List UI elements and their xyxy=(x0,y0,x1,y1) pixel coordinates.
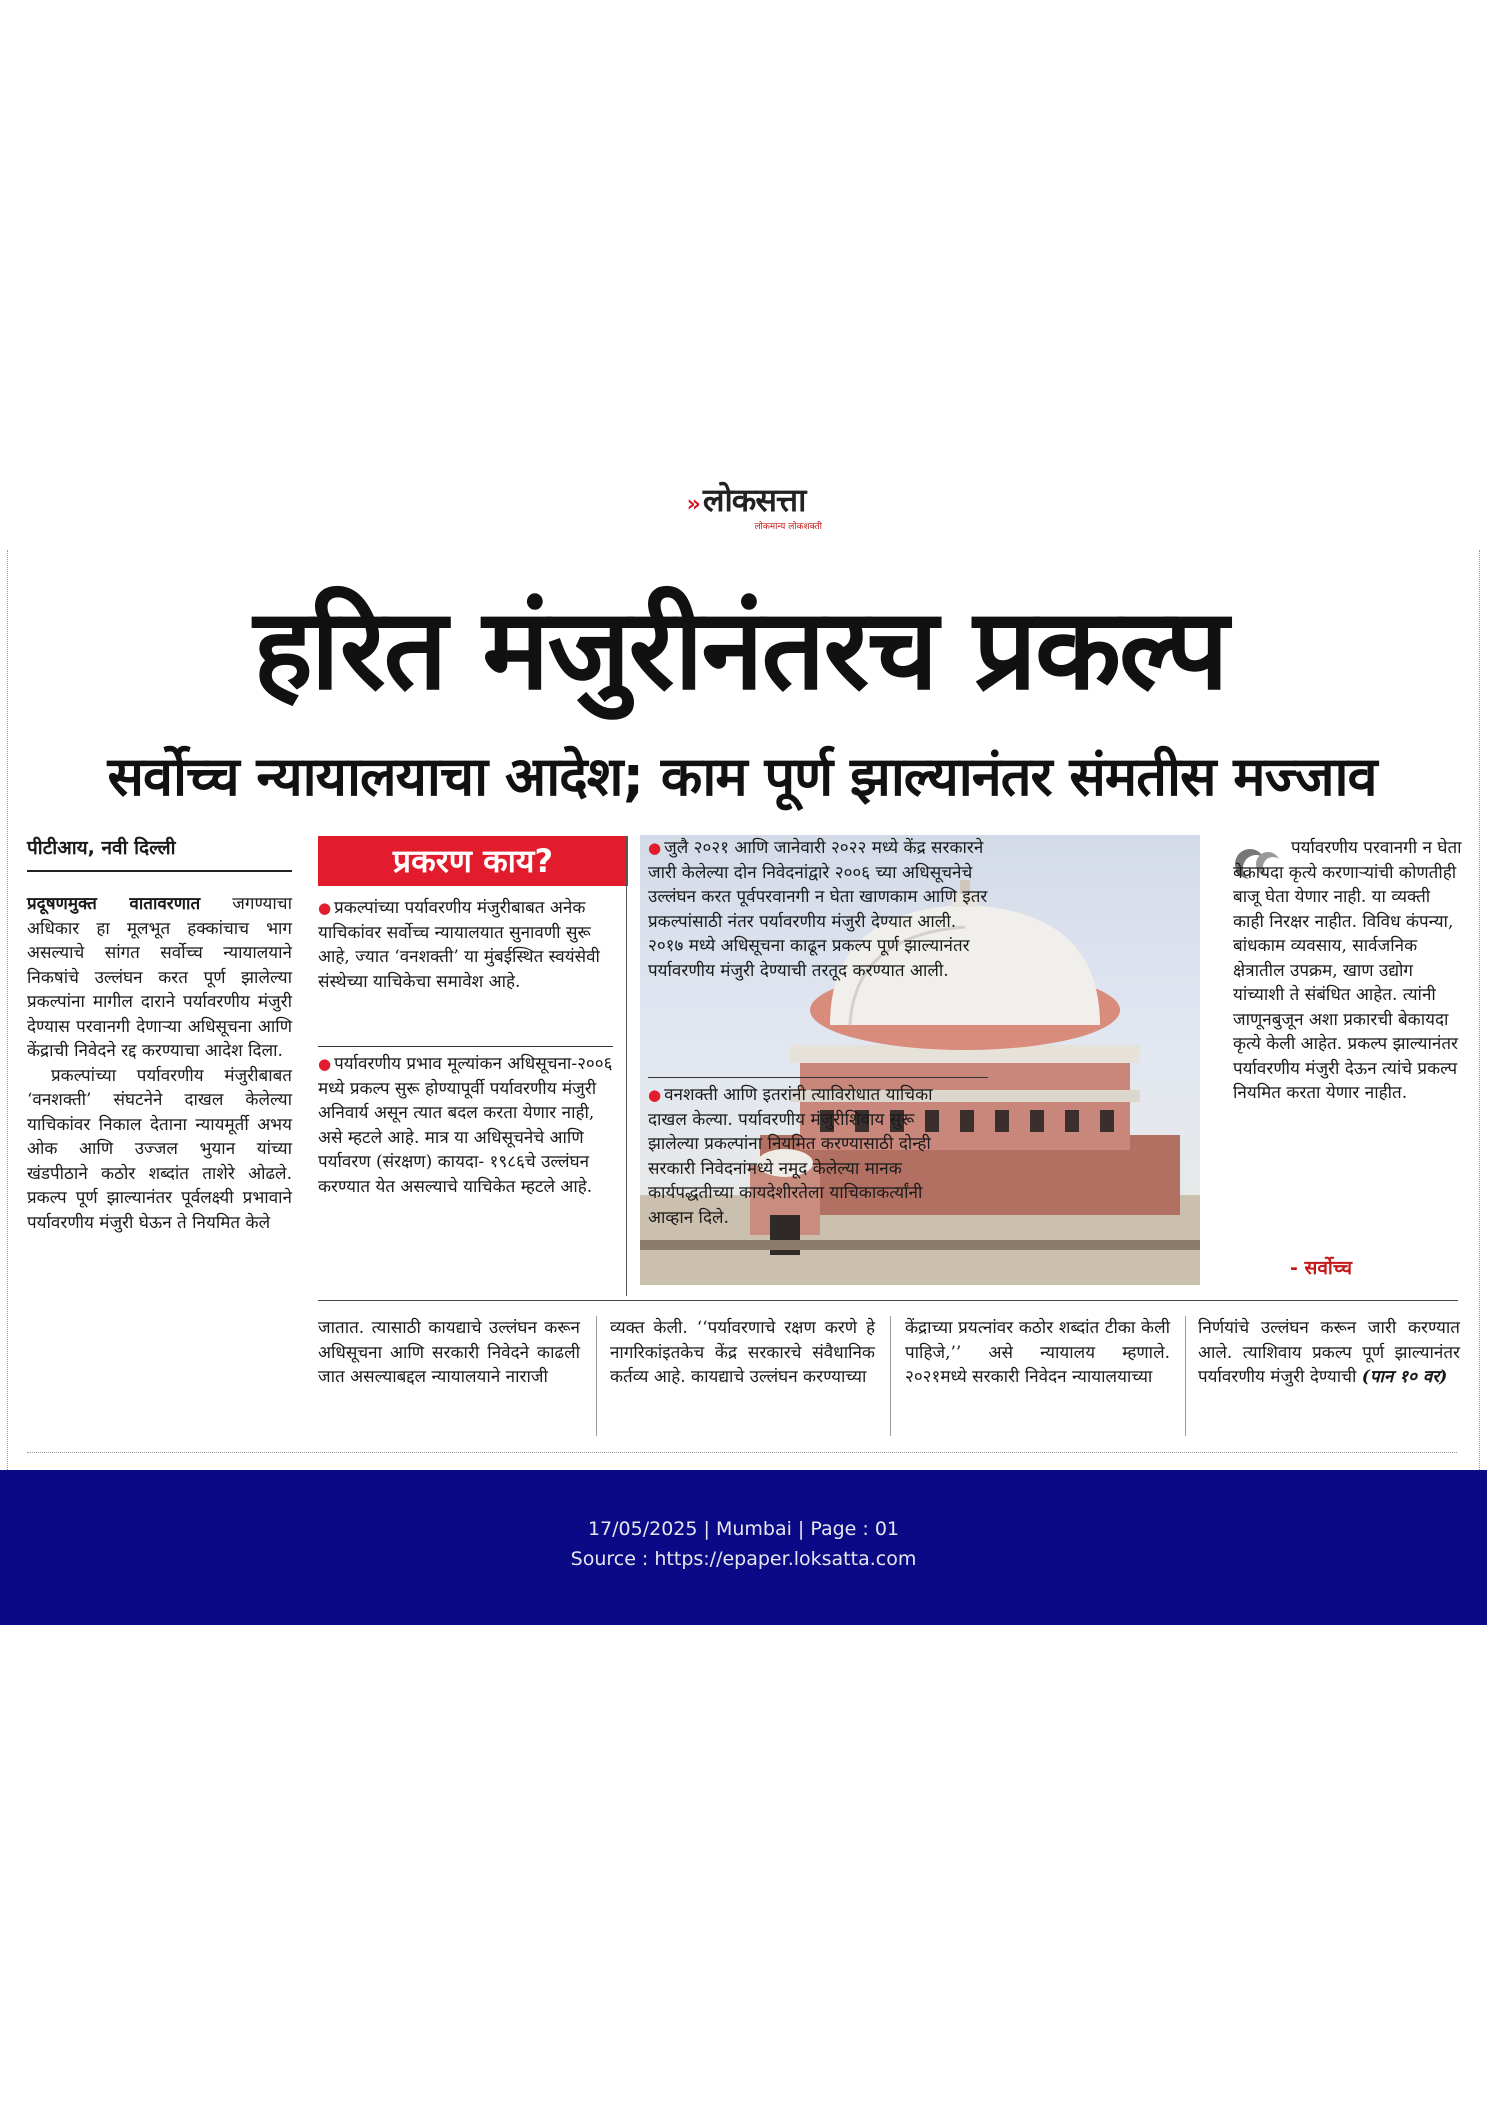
lead-words: प्रदूषणमुक्त वातावरणात xyxy=(27,894,201,914)
column-1-paragraph-2: प्रकल्पांच्या पर्यावरणीय मंजुरीबाबत ‘वनशक्ती’ संघटनेने दाखल केलेल्या याचिकांवर निकाल देताना न्यायमूर्ती अभय ओक आणि उज्जल भुयान यांच्या खंडपीठाने कठोर शब्दांत ताशेरे ओढले. प्रकल्प पूर्ण झाल्यानंतर पूर्वलक्ष्यी प्रभावाने पर्यावरणीय मंजुरी घेऊन ते नियमित केले xyxy=(27,1065,292,1233)
box-title: प्रकरण काय? xyxy=(318,836,628,886)
photo-divider xyxy=(648,1077,988,1078)
bottom-dotted-rule xyxy=(27,1452,1457,1453)
column-rule xyxy=(890,1316,891,1436)
bottom-column-3: व्यक्त केली. ‘‘पर्यावरणाचे रक्षण करणे हे नागरिकांइतकेच केंद्र सरकारचे संवैधानिक कर्तव्य आहे. कायद्याचे उल्लंघन करण्याच्या xyxy=(610,1318,875,1387)
box-item-4 xyxy=(648,1083,958,1230)
quote-text xyxy=(1233,836,1463,1106)
box-item-3 xyxy=(648,836,988,983)
footer-source-link[interactable]: Source : https://epaper.loksatta.com xyxy=(570,1548,917,1570)
column-1-paragraph-1: जगण्याचा अधिकार हा मूलभूत हक्कांचाच भाग असल्याचे सांगत सर्वोच्च न्यायालयाने निकषांचे उल्लंघन करत पूर्ण झालेल्या प्रकल्पांना मागील दाराने पर्यावरणीय मंजुरी देण्यास परवानगी देणाऱ्या अधिसूचना आणि केंद्राची निवेदने रद्द करण्याचा आदेश दिला. xyxy=(27,894,292,1061)
logo-tagline: लोकमान्य लोकशक्ती xyxy=(754,522,822,532)
column-1 xyxy=(27,892,292,1235)
column-rule xyxy=(1185,1316,1186,1436)
bottom-column-4: केंद्राच्या प्रयत्नांवर कठोर शब्दांत टीका केली पाहिजे,’’ असे न्यायालय म्हणाले. २०२१मध्ये सरकारी निवेदन न्यायालयाच्या xyxy=(905,1318,1170,1387)
frame-left-rule xyxy=(7,550,9,1550)
box-item-4-text: वनशक्ती आणि इतरांनी त्याविरोधात याचिका दाखल केल्या. पर्यावरणीय मंजुरीशिवाय सुरू झालेल्या प्रकल्पांना नियमित करण्यासाठी दोन्ही सरकारी निवेदनांमध्ये नमूद केलेल्या मानक कार्यपद्धतीच्या कायदेशीरतेला याचिकाकर्त्यांनी आव्हान दिले. xyxy=(648,1085,933,1228)
subheadline: सर्वोच्च न्यायालयाचा आदेश; काम पूर्ण झाल्यानंतर संमतीस मज्जाव xyxy=(107,745,1377,808)
bottom-column-5 xyxy=(1198,1316,1460,1390)
dateline: पीटीआय, नवी दिल्ली xyxy=(27,837,176,859)
box-divider xyxy=(318,1046,613,1047)
footer-date-edition-page: 17/05/2025 | Mumbai | Page : 01 xyxy=(587,1518,900,1540)
quote-source: - सर्वोच्च xyxy=(1290,1257,1353,1279)
frame-right-rule xyxy=(1479,550,1481,1550)
logo-mark-icon: » xyxy=(686,492,700,517)
dateline-rule xyxy=(27,870,292,872)
bullet-icon: ● xyxy=(318,1055,332,1073)
box-item-2-text: पर्यावरणीय प्रभाव मूल्यांकन अधिसूचना-२००६ मध्ये प्रकल्प सुरू होण्यापूर्वी पर्यावरणीय मंजुरी अनिवार्य असून त्यात बदल करता येणार नाही, असे म्हटले आहे. मात्र या अधिसूचनेचे आणि पर्यावरण (संरक्षण) कायदा- १९८६चे उल्लंघन करण्यात येत असल्याचे याचिकेत म्हटले आहे. xyxy=(318,1054,613,1197)
bottom-column-5-text: निर्णयांचे उल्लंघन करून जारी करण्यात आले. त्याशिवाय प्रकल्प पूर्ण झाल्यानंतर पर्यावरणीय मंजुरी देण्याची xyxy=(1198,1318,1460,1387)
continued-on-page-link[interactable]: (पान १० वर) xyxy=(1361,1367,1448,1387)
bullet-icon: ● xyxy=(318,899,332,917)
headline: हरित मंजुरीनंतरच प्रकल्प xyxy=(253,585,1227,715)
bottom-section-rule xyxy=(318,1300,1458,1301)
bottom-column-2: जातात. त्यासाठी कायद्याचे उल्लंघन करून अधिसूचना आणि सरकारी निवेदने काढली जात असल्याबद्दल न्यायालयाने नाराजी xyxy=(318,1318,580,1387)
masthead xyxy=(662,481,830,532)
newspaper-logo xyxy=(662,483,830,522)
box-item-1-text: प्रकल्पांच्या पर्यावरणीय मंजुरीबाबत अनेक याचिकांवर सर्वोच्च न्यायालयात सुनावणी सुरू आहे, ज्यात ‘वनशक्ती’ या मुंबईस्थित स्वयंसेवी संस्थेच्या याचिकेचा समावेश आहे. xyxy=(318,898,600,992)
column-rule xyxy=(596,1316,597,1436)
bullet-icon: ● xyxy=(648,839,662,857)
logo-text: लोकसत्ता xyxy=(702,481,806,519)
box-item-2 xyxy=(318,1052,613,1199)
box-item-1 xyxy=(318,896,613,994)
box-item-3-text: जुलै २०२१ आणि जानेवारी २०२२ मध्ये केंद्र सरकारने जारी केलेल्या दोन निवेदनांद्वारे २००६ च्या अधिसूचनेचे उल्लंघन करत पूर्वपरवानगी न घेता खाणकाम आणि इतर प्रकल्पांसाठी नंतर पर्यावरणीय मंजुरी देण्यात आली. २०१७ मध्ये अधिसूचना काढून प्रकल्प पूर्ण झाल्यानंतर पर्यावरणीय मंजुरी देण्याची तरतूद करण्यात आली. xyxy=(648,838,988,981)
bullet-icon: ● xyxy=(648,1086,662,1104)
box-vertical-rule xyxy=(626,836,627,1296)
quote-body: पर्यावरणीय परवानगी न घेता बेकायदा कृत्ये करणाऱ्यांची कोणतीही बाजू घेता येणार नाही. या व्यक्ती काही निरक्षर नाहीत. विविध कंपन्या, बांधकाम व्यवसाय, सार्वजनिक क्षेत्रातील उपक्रम, खाण उद्योग यांच्याशी ते संबंधित आहेत. त्यांनी जाणूनबुजून अशा प्रकारची बेकायदा कृत्ये केली आहेत. प्रकल्प झाल्यानंतर पर्यावरणीय मंजुरी देऊन त्यांचे प्रकल्प नियमित करता येणार नाहीत. xyxy=(1233,838,1462,1103)
